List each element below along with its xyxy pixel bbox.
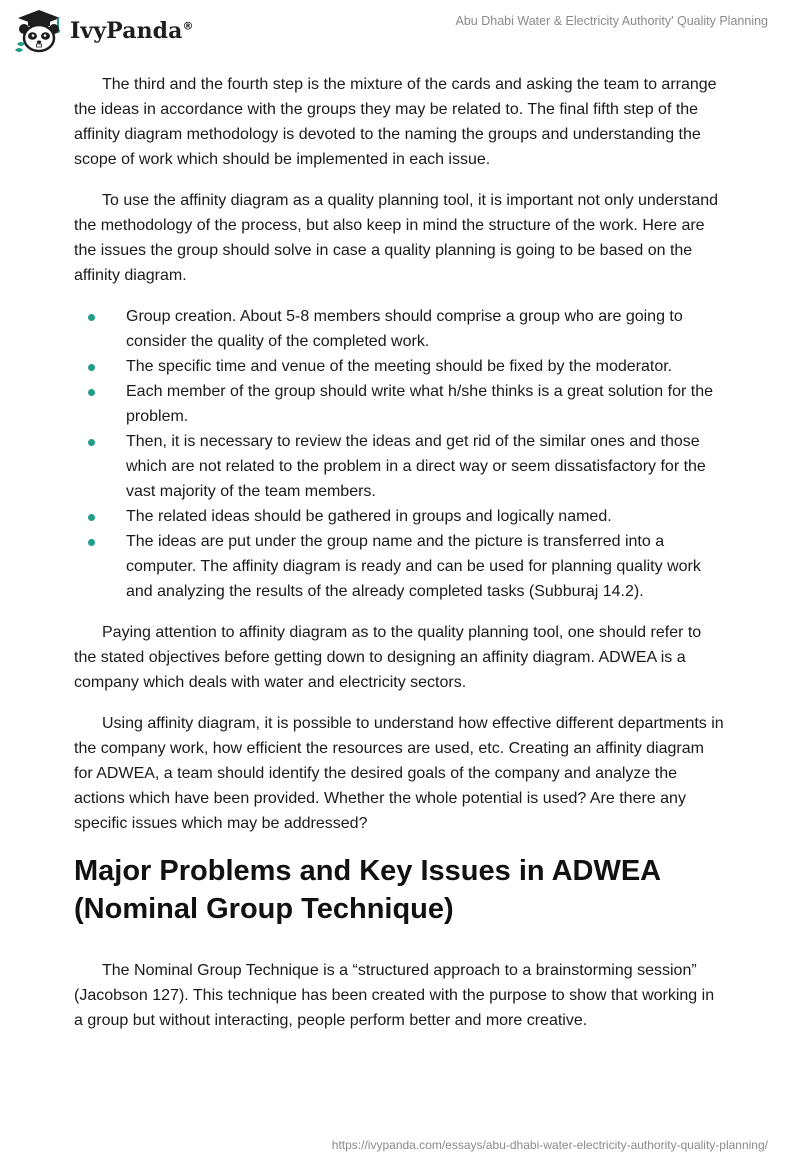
- list-item: [74, 429, 726, 504]
- bullet-icon: [88, 514, 95, 521]
- paragraph-affinity-steps: The third and the fourth step is the mixture of the cards and asking the team to arrange the ideas in accordance with the groups they may be related to. The final fifth step of the affinity diagram methodology is devoted to the naming the groups and understanding the scope of work which should be implemented in each issue.: [74, 76, 717, 168]
- document-title: Abu Dhabi Water & Electricity Authority' Quality Planning: [455, 14, 768, 28]
- bullet-icon: [88, 539, 95, 546]
- list-item: [74, 529, 726, 604]
- bullet-icon: [88, 364, 95, 371]
- paragraph-adwea-objectives: Paying attention to affinity diagram as to the quality planning tool, one should refer to the stated objectives before getting down to designing an affinity diagram. ADWEA is a company which deals with water and electricity sectors.: [74, 624, 702, 691]
- essay-content: [74, 72, 726, 1049]
- bullet-icon: [88, 314, 95, 321]
- brand-logo[interactable]: [14, 8, 194, 54]
- list-item-text: The ideas are put under the group name and the picture is transferred into a computer. The affinity diagram is ready and can be used for planning quality work and analyzing the results of the already completed tasks (Subburaj 14.2).: [126, 533, 701, 600]
- paragraph-nominal-group: The Nominal Group Technique is a “structured approach to a brainstorming session” (Jacobson 127). This technique has been created with the purpose to show that working in a group but without interacting, people perform better and more creative.: [74, 962, 715, 1029]
- list-item-text: Then, it is necessary to review the ideas and get rid of the similar ones and those which are not related to the problem in a direct way or seem dissatisfactory for the vast majority of the team members.: [126, 433, 706, 500]
- page-header: [0, 0, 800, 60]
- brand-registered-mark: ®: [182, 19, 194, 33]
- list-item-text: Each member of the group should write what h/she thinks is a great solution for the problem.: [126, 383, 713, 425]
- list-item-text: Group creation. About 5-8 members should comprise a group who are going to consider the quality of the completed work.: [126, 308, 683, 350]
- section-heading: Major Problems and Key Issues in ADWEA (Nominal Group Technique): [74, 855, 661, 925]
- bullet-icon: [88, 439, 95, 446]
- list-item-text: The specific time and venue of the meeting should be fixed by the moderator.: [126, 358, 673, 375]
- list-item: [74, 354, 726, 379]
- list-item: [74, 379, 726, 429]
- paragraph-affinity-planning: To use the affinity diagram as a quality planning tool, it is important not only understand the methodology of the process, but also keep in mind the structure of the work. Here are the issues the group should solve in case a quality planning is going to be based on the affinity diagram.: [74, 192, 719, 284]
- list-item: [74, 504, 726, 529]
- list-item: [74, 304, 726, 354]
- bullet-icon: [88, 389, 95, 396]
- panda-graduate-icon: [14, 8, 64, 54]
- source-url[interactable]: https://ivypanda.com/essays/abu-dhabi-water-electricity-authority-quality-planning/: [331, 1138, 768, 1152]
- brand-name: IvyPanda®: [70, 18, 194, 44]
- paragraph-adwea-analysis: Using affinity diagram, it is possible to understand how effective different departments in the company work, how efficient the resources are used, etc. Creating an affinity diagram for ADWEA, a team should identify the desired goals of the company and analyze the actions which have been provided. Whether the whole potential is used? Are there any specific issues which may be addressed?: [74, 715, 724, 832]
- issues-list: [74, 304, 726, 604]
- list-item-text: The related ideas should be gathered in groups and logically named.: [126, 508, 612, 525]
